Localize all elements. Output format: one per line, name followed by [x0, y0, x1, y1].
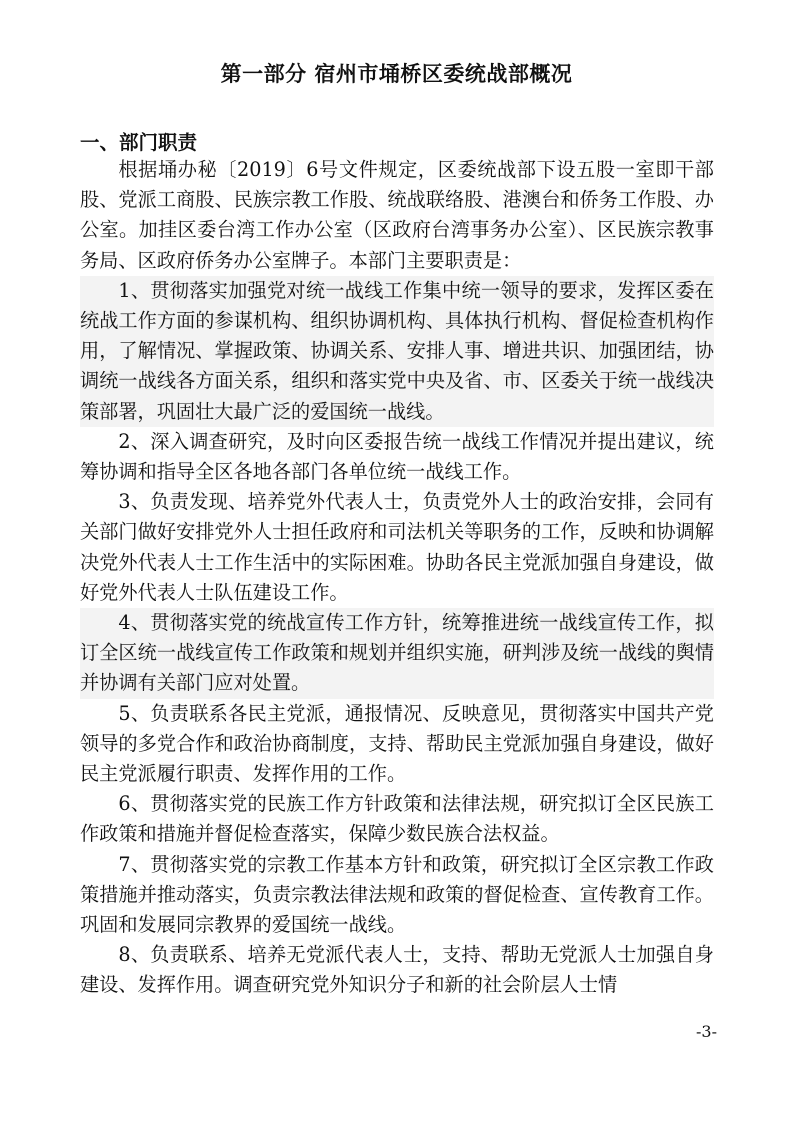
- paragraph-intro: 根据埇办秘〔2019〕6号文件规定，区委统战部下设五股一室即干部股、党派工商股、民族宗教工作股、统战联络股、港澳台和侨务工作股、办公室。加挂区委台湾工作办公室（区政府台湾事务办公室）、区民族宗教事务局、区政府侨务办公室牌子。本部门主要职责是：: [80, 158, 714, 272]
- paragraph-duty-2: 2、深入调查研究，及时向区委报告统一战线工作情况并提出建议，统筹协调和指导全区各地各部门各单位统一战线工作。: [80, 429, 714, 484]
- paragraph-duty-7: 7、贯彻落实党的宗教工作基本方针和政策，研究拟订全区宗教工作政策措施并推动落实，负责宗教法律法规和政策的督促检查、宣传教育工作。巩固和发展同宗教界的爱国统一战线。: [80, 852, 714, 937]
- page-number: -3-: [696, 1022, 717, 1041]
- section-heading: 一、部门职责: [80, 131, 198, 154]
- paragraph-duty-6: 6、贯彻落实党的民族工作方针政策和法律法规，研究拟订全区民族工作政策和措施并督促检查落实，保障少数民族合法权益。: [80, 792, 714, 846]
- page-title: 第一部分 宿州市埇桥区委统战部概况: [220, 62, 573, 86]
- paragraph-duty-5: 5、负责联系各民主党派，通报情况、反映意见，贯彻落实中国共产党领导的多党合作和政治协商制度，支持、帮助民主党派加强自身建设，做好民主党派履行职责、发挥作用的工作。: [80, 701, 714, 786]
- paragraph-duty-3: 3、负责发现、培养党外代表人士，负责党外人士的政治安排，会同有关部门做好安排党外人士担任政府和司法机关等职务的工作，反映和协调解决党外代表人士工作生活中的实际困难。协助各民主党派加强自身建设，做好党外代表人士队伍建设工作。: [80, 490, 714, 604]
- paragraph-duty-4: 4、贯彻落实党的统战宣传工作方针，统筹推进统一战线宣传工作，拟订全区统一战线宣传工作政策和规划并组织实施，研判涉及统一战线的舆情并协调有关部门应对处置。: [80, 608, 714, 699]
- paragraph-duty-8: 8、负责联系、培养无党派代表人士，支持、帮助无党派人士加强自身建设、发挥作用。调查研究党外知识分子和新的社会阶层人士情: [80, 943, 714, 997]
- body-text: [80, 155, 714, 1001]
- paragraph-duty-1: 1、贯彻落实加强党对统一战线工作集中统一领导的要求，发挥区委在统战工作方面的参谋机构、组织协调机构、具体执行机构、督促检查机构作用，了解情况、掌握政策、协调关系、安排人事、增进共识、加强团结，协调统一战线各方面关系，组织和落实党中央及省、市、区委关于统一战线决策部署，巩固壮大最广泛的爱国统一战线。: [80, 276, 714, 427]
